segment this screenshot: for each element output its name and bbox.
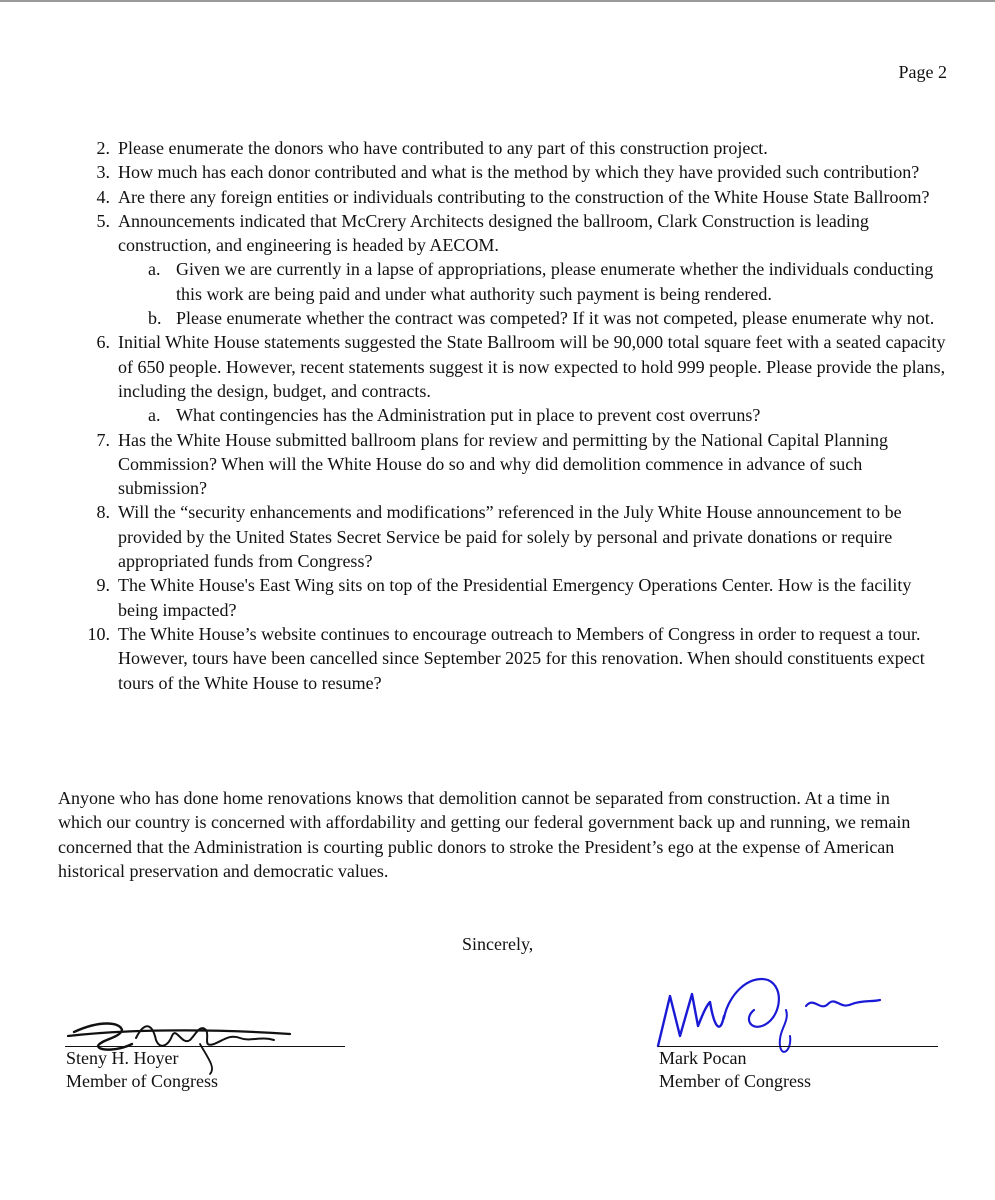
closing-paragraph: Anyone who has done home renovations knows that demolition cannot be separated from construction. At a time in which our country is concerned with affordability and getting our federal government back up and running, we remain concerned that the Administration is courting public donors to stroke the President’s ego at the expense of American historical preservation and democratic values.	[58, 788, 911, 881]
question-item	[82, 136, 952, 160]
sub-question-letter: b.	[148, 308, 162, 329]
signature-stroke	[136, 1026, 274, 1046]
question-text: The White House’s website continues to encourage outreach to Members of Congress in order to request a tour. However, tours have been cancelled since September 2025 for this renovation. When should constituents expect tours of the White House to resume?	[118, 623, 925, 693]
sub-question-item	[118, 403, 952, 427]
signatory-name: Mark Pocan	[659, 1048, 747, 1068]
sub-question-item	[118, 257, 952, 306]
signature-stroke	[658, 994, 724, 1046]
sub-question-text: What contingencies has the Administration put in place to prevent cost overruns?	[176, 405, 761, 426]
question-number: 3.	[96, 162, 110, 183]
question-text: How much has each donor contributed and what is the method by which they have provided such contribution?	[118, 162, 920, 183]
question-text: Are there any foreign entities or individuals contributing to the construction of the White House State Ballroom?	[118, 186, 930, 207]
page-number: Page 2	[898, 62, 947, 82]
question-item	[82, 500, 952, 573]
question-text: Has the White House submitted ballroom plans for review and permitting by the National Capital Planning Commission? When will the White House do so and why did demolition commence in advance of such submission?	[118, 429, 889, 499]
question-item	[82, 622, 952, 695]
sub-question-text: Given we are currently in a lapse of appropriations, please enumerate whether the individuals conducting this work are being paid and under what authority such payment is being rendered.	[176, 259, 934, 304]
sub-question-letter: a.	[148, 405, 161, 426]
sub-question-list	[118, 403, 952, 427]
question-number: 8.	[96, 502, 110, 523]
signature-stroke	[806, 1000, 880, 1006]
page-top-border	[0, 0, 995, 2]
signature-block-pocan	[659, 1047, 811, 1093]
question-list	[82, 136, 952, 695]
question-text: Initial White House statements suggested the State Ballroom will be 90,000 total square feet with a seated capacity of 650 people. However, recent statements suggest it is now expected to hold 999 people. Please provide the plans, including the design, budget, and contracts.	[118, 332, 946, 401]
valediction: Sincerely,	[462, 934, 534, 954]
question-text: The White House's East Wing sits on top of the Presidential Emergency Operations Center. How is the facility being impacted?	[118, 575, 912, 620]
question-number: 9.	[96, 575, 110, 596]
question-text: Please enumerate the donors who have contributed to any part of this construction project.	[118, 138, 768, 158]
question-number: 10.	[87, 623, 110, 644]
signatory-name: Steny H. Hoyer	[66, 1048, 179, 1068]
question-number: 6.	[96, 332, 110, 353]
signature-stroke	[724, 979, 779, 1027]
question-item	[82, 160, 952, 184]
signatory-title: Member of Congress	[66, 1071, 218, 1091]
signatory-title: Member of Congress	[659, 1071, 811, 1091]
sub-question-letter: a.	[148, 259, 161, 280]
signature-block-hoyer	[66, 1047, 218, 1093]
question-item	[82, 330, 952, 427]
question-item	[82, 428, 952, 501]
question-number: 2.	[96, 138, 110, 158]
question-number: 7.	[96, 429, 110, 450]
question-item	[82, 185, 952, 209]
question-text: Announcements indicated that McCrery Architects designed the ballroom, Clark Construction is leading construction, and engineering is headed by AECOM.	[118, 210, 869, 256]
sub-question-list	[118, 257, 952, 330]
question-text: Will the “security enhancements and modifications” referenced in the July White House announcement to be provided by the United States Secret Service be paid for solely by personal and private donations or require appropriated funds from Congress?	[118, 502, 902, 572]
question-item	[82, 573, 952, 622]
question-number: 5.	[96, 210, 110, 231]
question-number: 4.	[96, 186, 110, 207]
sub-question-text: Please enumerate whether the contract was competed? If it was not competed, please enumerate why not.	[176, 308, 935, 329]
question-item	[82, 209, 952, 330]
sub-question-item	[118, 306, 952, 330]
